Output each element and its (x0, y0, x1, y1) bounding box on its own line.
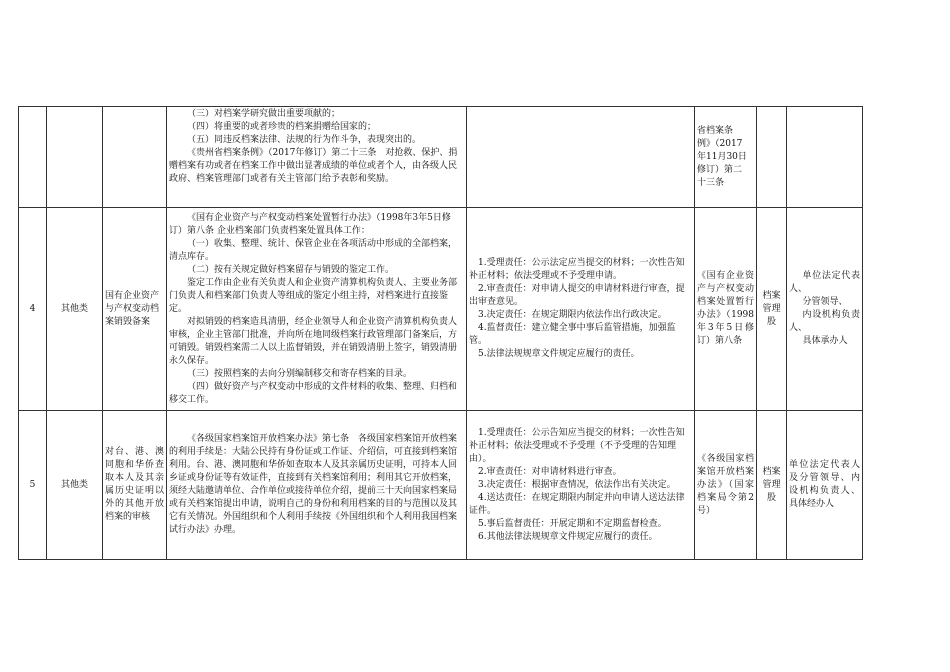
legal-text-line: （一）收集、整理、统计、保管企业在各项活动中形成的全部档案，清点库存。 (169, 238, 458, 262)
legal-text-line: （四）做好资产与产权变动中形成的文件材料的收集、整理、归档和移交工作。 (169, 381, 458, 405)
responsibility-line: 6.其他法律法规规章文件规定应履行的责任。 (478, 531, 658, 542)
subject-line: 内设机构负责人、 (789, 310, 860, 333)
responsibility-line: 3.决定责任：在规定期限内依法作出行政决定。 (478, 310, 667, 320)
dept-cell: 档案管理股 (757, 411, 787, 560)
table-row (19, 411, 863, 560)
basis-line: 省档案条 (697, 125, 734, 136)
legal-text-line: 《国有企业资产与产权变动档案处置暂行办法》（1998年3年5日修订）第八条 企业档案部门负责档案处置具体工作： (169, 212, 451, 236)
num-cell (19, 107, 47, 208)
responsibility-cell (467, 411, 695, 560)
item-cell: 对台、港、澳同胞和华侨查取本人及其亲属历史证明以外的其他开放档案的审核 (103, 411, 167, 560)
subject-cell (787, 107, 863, 208)
subject-line: 具体承办人 (802, 336, 848, 346)
category-cell: 其他类 (47, 208, 103, 411)
legal-text-line: （三）对档案学研究做出重要项献的； (187, 109, 341, 119)
basis-line: 例》（2017 (697, 138, 743, 149)
legal-text-cell (167, 411, 467, 560)
basis-line: 十三条 (697, 177, 725, 188)
subject-line: 分管领导、 (802, 297, 848, 307)
responsibility-line: 4.送达责任：在规定期限内制定并向申请人送达法律证件。 (469, 492, 685, 516)
basis-cell: 《国有企业资产与产权变动档案处置暂行办法》（1998年3年5日修订）第八条 (695, 208, 757, 411)
responsibility-line: 2.审查责任：对申请人提交的申请材料进行审查，提出审查意见。 (469, 284, 685, 307)
legal-text-line: （三）按照档案的去向分别编制移交和寄存档案的目录。 (187, 368, 413, 379)
responsibility-line: 1.受理责任：公示告知应当提交的材料；一次性告知补正材料；依法受理或不予受理（不予受理的告知理由）。 (469, 427, 685, 464)
responsibility-line: 1.受理责任：公示法定应当提交的材料；一次性告知补正材料；依法受理或不予受理申请。 (469, 258, 685, 281)
duty-list-table (18, 106, 863, 560)
responsibility-cell (467, 208, 695, 411)
item-cell (103, 107, 167, 208)
legal-text-line: 对拟销毁的档案造具清册，经企业领导人和企业资产清算机构负责人审核，企业主管部门批准，并向所在地同级档案行政管理部门备案后，方可销毁。销毁档案需二人以上监督销毁，并在销毁清册上签字，销毁清册永久保存。 (169, 316, 458, 366)
basis-line: 年11月30日 (697, 151, 747, 162)
legal-text-line: 《各级国家档案馆开放档案办法》第七条 各级国家档案馆开放档案的利用手续是：大陆公民持有身份证或工作证、介绍信，可直接到档案馆利用。台、港、澳同胞和华侨如查取本人及其亲属历史证明，可持本人回乡证或身份证等有效证件，直接到有关档案馆利用；利用其它开放档案，须经大陆邀请单位、合作单位或接待单位介绍，提前三十天向国家档案局或有关档案馆提出申请，说明自己的身份和利用档案的目的与范围以及其它有关情况。外国组织和个人利用手续按《外国组织和个人利用我国档案试行办法》办理。 (169, 434, 458, 535)
legal-text-line: 《贵州省档案条例》（2017年修订）第二十三条 对抢救、保护、捐赠档案有功或者在档案工作中做出显著成绩的单位或者个人，由各级人民政府、档案管理部门或者有关主管部门给予表彰和奖励。 (169, 148, 458, 184)
subject-line: 单位法定代表人、 (789, 271, 860, 294)
basis-cell: 《各级国家档案馆开放档案办法》（国家档案局令第2号） (695, 411, 757, 560)
dept-cell (757, 107, 787, 208)
responsibility-line: 5.法律法规规章文件规定应履行的责任。 (478, 349, 640, 359)
table-row (19, 208, 863, 411)
legal-text-line: （五）同违反档案法律、法规的行为作斗争，表现突出的。 (187, 135, 422, 145)
subject-cell: 单位法定代表人及分管领导、内设机构负责人、具体经办人 (787, 411, 863, 560)
responsibility-cell (467, 107, 695, 208)
category-cell: 其他类 (47, 411, 103, 560)
basis-cell (695, 107, 757, 208)
subject-cell (787, 208, 863, 411)
responsibility-line: 5.事后监督责任：开展定期和不定期监督检查。 (478, 518, 667, 529)
responsibility-line: 3.决定责任：根据审查情况，依法作出有关决定。 (478, 479, 676, 490)
responsibility-line: 2.审查责任：对申请材料进行审查。 (478, 466, 622, 477)
responsibility-line: 4.监督责任：建立健全事中事后监管措施，加强监管。 (469, 323, 676, 346)
legal-text-line: （二）按有关规定做好档案留存与销毁的鉴定工作。 (187, 264, 395, 275)
item-cell: 国有企业资产与产权变动档案销毁备案 (103, 208, 167, 411)
legal-text-cell (167, 107, 467, 208)
category-cell (47, 107, 103, 208)
legal-text-line: （四）将重要的或者珍贵的档案捐赠给国家的； (187, 122, 377, 132)
num-cell: 4 (19, 208, 47, 411)
table-row-continuation (19, 107, 863, 208)
basis-line: 修订）第二 (697, 164, 743, 175)
legal-text-line: 鉴定工作由企业有关负责人和企业资产清算机构负责人、主要业务部门负责人和档案部门负责人等组成的鉴定小组主持，对档案进行直接鉴定。 (169, 277, 458, 314)
legal-text-cell (167, 208, 467, 411)
num-cell: 5 (19, 411, 47, 560)
dept-cell: 档案管理股 (757, 208, 787, 411)
